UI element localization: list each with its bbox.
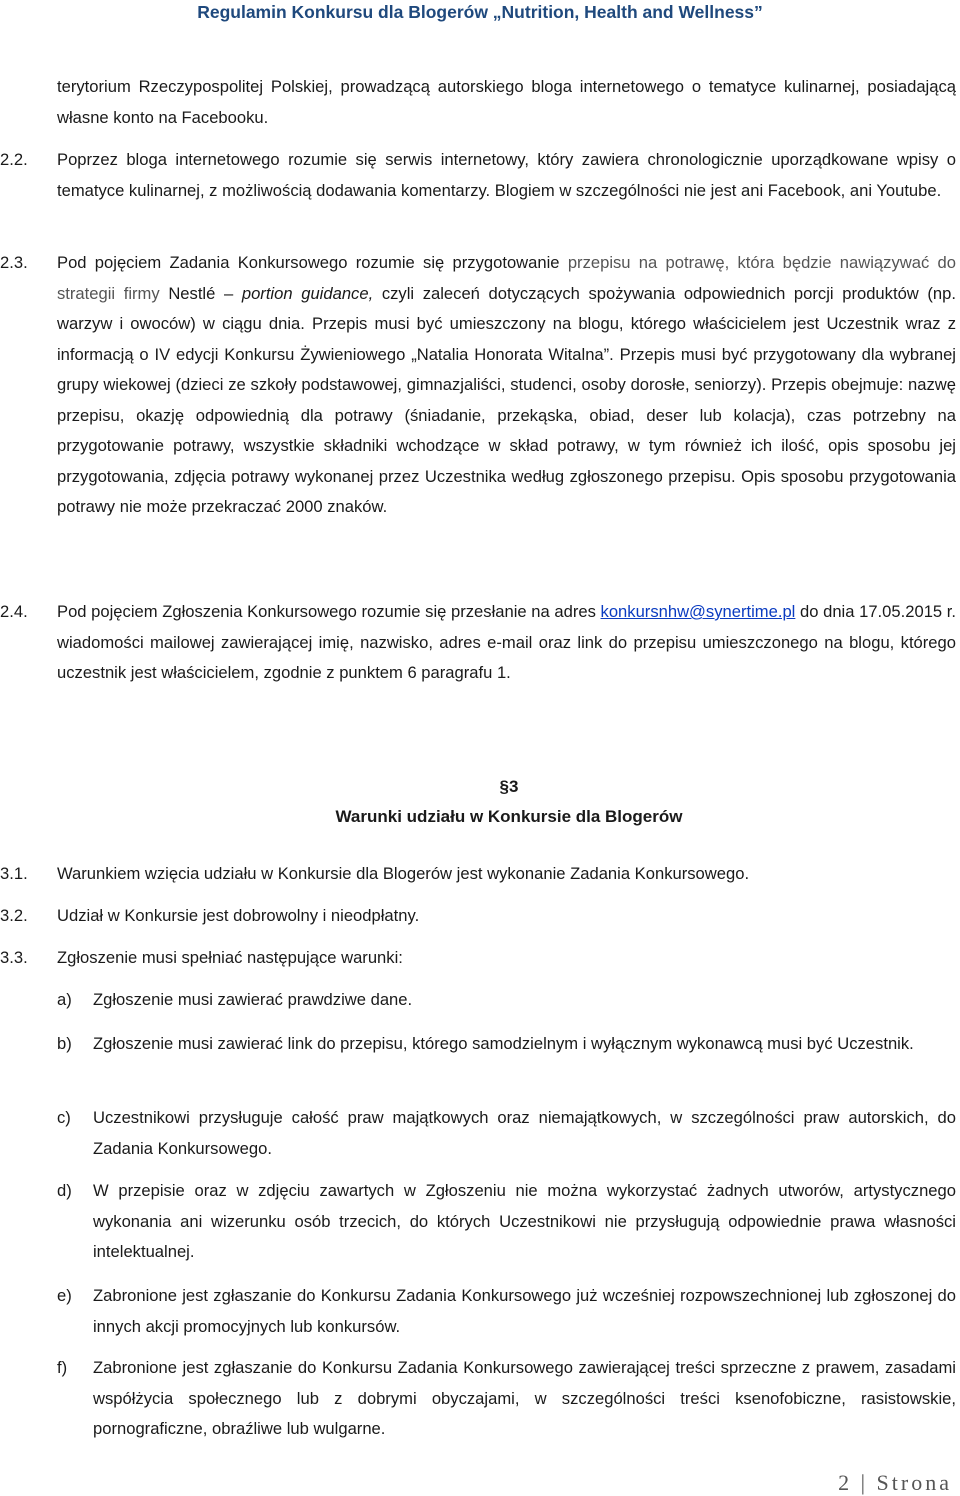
- paragraph-2-2: [0, 145, 956, 206]
- list-item-text: Zabronione jest zgłaszanie do Konkursu Zadania Konkursowego zawierającej treści sprzeczne z prawem, zasadami współżycia społecznego lub z dobrymi obyczajami, w szczególności treści ksenofobiczne, rasistowskie, pornograficzne, obraźliwe lub wulgarne.: [93, 1358, 956, 1438]
- page-footer: [838, 1470, 952, 1496]
- list-item-text: Zgłoszenie musi zawierać prawdziwe dane.: [93, 990, 413, 1009]
- paragraph-text: Warunkiem wzięcia udziału w Konkursie dla Blogerów jest wykonanie Zadania Konkursowego.: [57, 864, 750, 883]
- page-label: Strona: [876, 1470, 952, 1495]
- paragraph-text: terytorium Rzeczypospolitej Polskiej, prowadzącą autorskiego bloga internetowego o tematyce kulinarnej, posiadającą własne konto na Facebooku.: [57, 77, 956, 127]
- footer-separator: |: [860, 1470, 869, 1495]
- paragraph-2-3: [0, 248, 956, 523]
- paragraph-text: [57, 597, 956, 689]
- list-item-label: d): [57, 1181, 72, 1200]
- list-item: [57, 1353, 956, 1445]
- list-item-text: Zabronione jest zgłaszanie do Konkursu Zadania Konkursowego już wcześniej rozpowszechnionej lub zgłoszonej do innych akcji promocyjnych lub konkursów.: [93, 1286, 956, 1336]
- text-run: czyli zaleceń dotyczących spożywania odpowiednich porcji produktów (np. warzyw i owoców) w ciągu dnia. Przepis musi być umieszczony na blogu, którego właścicielem jest Uczestnik wraz z informacją o IV edycji Konkursu Żywieniowego „Natalia Honorata Witalna”. Przepis musi być przygotowany dla wybranej grupy wiekowej (dzieci ze szkoły podstawowej, gimnazjaliści, studenci, osoby dorosłe, seniorzy). Przepis obejmuje: nazwę przepisu, okazję odpowiednią dla potrawy (śniadanie, przekąska, obiad, deser lub kolacja), czas potrzebny na przygotowanie potrawy, wszystkie składniki wchodzące w skład potrawy, w tym również ich ilość, opis sposobu jej przygotowania, zdjęcia potrawy wykonanej przez Uczestnika według zgłoszonego przepisu. Opis sposobu przygotowania potrawy nie może przekraczać 2000 znaków.: [57, 283, 957, 516]
- section-symbol: §3: [499, 777, 519, 796]
- list-item: [57, 1103, 956, 1164]
- list-item: [57, 985, 956, 1016]
- section-title: Warunki udziału w Konkursie dla Blogerów: [335, 807, 683, 826]
- email-link[interactable]: konkursnhw@synertime.pl: [600, 602, 796, 621]
- text-run-light: przepisu na potrawę, która będzie nawiązywać do strategii firmy: [57, 253, 956, 303]
- list-item-text: Zgłoszenie musi zawierać link do przepisu, którego samodzielnym i wyłącznym wykonawcą musi być Uczestnik.: [93, 1034, 914, 1053]
- paragraph-continuation: [0, 72, 956, 133]
- list-item: [57, 1281, 956, 1342]
- paragraph-text: Poprzez bloga internetowego rozumie się serwis internetowy, który zawiera chronologicznie uporządkowane wpisy o tematyce kulinarnej, z możliwością dodawania komentarzy. Blogiem w szczególności nie jest ani Facebook, ani Youtube.: [57, 150, 956, 200]
- paragraph-3-1: [0, 859, 956, 890]
- list-item-label: a): [57, 990, 72, 1009]
- list-item-label: c): [57, 1108, 71, 1127]
- list-item: [57, 1176, 956, 1268]
- paragraph-3-3: [0, 943, 956, 974]
- list-item-text: W przepisie oraz w zdjęciu zawartych w Zgłoszeniu nie można wykorzystać żadnych utworów, artystycznego wykonania ani wizerunku osób trzecich, do których Uczestnikowi nie przysługują odpowiednie prawa własności intelektualnej.: [93, 1181, 956, 1261]
- text-run: Pod pojęciem Zgłoszenia Konkursowego rozumie się przesłanie na adres: [57, 602, 601, 621]
- paragraph-number: 2.2.: [0, 150, 28, 169]
- page-number: 2: [838, 1470, 853, 1495]
- list-item-label: f): [57, 1358, 68, 1377]
- list-item: [57, 1029, 956, 1060]
- list-item-label: e): [57, 1286, 72, 1305]
- paragraph-number: 3.1.: [0, 864, 28, 883]
- paragraph-text: Zgłoszenie musi spełniać następujące warunki:: [57, 948, 403, 967]
- paragraph-number: 2.4.: [0, 602, 28, 621]
- text-run-italic: portion guidance,: [241, 283, 374, 303]
- list-item-label: b): [57, 1034, 72, 1053]
- text-run: Nestlé –: [168, 283, 242, 303]
- paragraph-text: [57, 248, 956, 523]
- text-run: Pod pojęciem Zadania Konkursowego rozumie się przygotowanie: [57, 253, 568, 272]
- text-run: do dnia 17.05.2015 r. wiadomości mailowej zawierającej imię, nazwisko, adres e-mail oraz link do przepisu umieszczonego na blogu, którego uczestnik jest właścicielem, zgodnie z punktem 6 paragrafu 1.: [57, 602, 957, 682]
- list-item-text: Uczestnikowi przysługuje całość praw majątkowych oraz niemajątkowych, w szczególności praw autorskich, do Zadania Konkursowego.: [93, 1108, 956, 1158]
- paragraph-3-2: [0, 901, 956, 932]
- paragraph-number: 3.2.: [0, 906, 28, 925]
- paragraph-number: 2.3.: [0, 253, 28, 272]
- paragraph-number: 3.3.: [0, 948, 28, 967]
- paragraph-text: Udział w Konkursie jest dobrowolny i nieodpłatny.: [57, 906, 420, 925]
- document-header: Regulamin Konkursu dla Blogerów „Nutrition, Health and Wellness”: [197, 2, 763, 22]
- paragraph-2-4: [0, 597, 956, 689]
